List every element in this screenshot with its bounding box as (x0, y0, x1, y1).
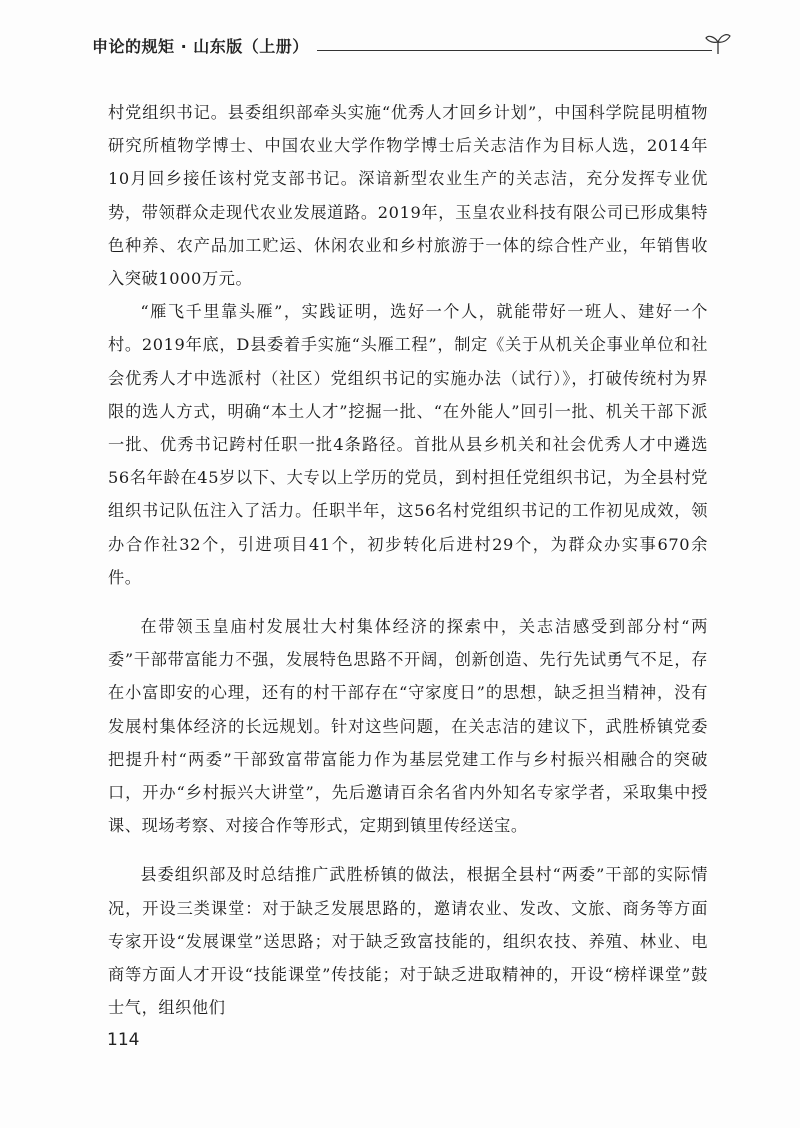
sprout-icon (704, 32, 732, 56)
header-divider (317, 50, 712, 51)
page-number: 114 (107, 1030, 140, 1050)
running-header-title: 申论的规矩 · 山东版（上册） (92, 37, 309, 56)
body-text (108, 96, 708, 1024)
paragraph-1: 村党组织书记。县委组织部牵头实施“优秀人才回乡计划”，中国科学院昆明植物研究所植物学博士、中国农业大学作物学博士后关志洁作为目标人选，2014年10月回乡接任该村党支部书记。深谙新型农业生产的关志洁，充分发挥专业优势，带领群众走现代农业发展道路。2019年，玉皇农业科技有限公司已形成集特色种养、农产品加工贮运、休闲农业和乡村旅游于一体的综合性产业，年销售收入突破1000万元。 (108, 103, 708, 289)
running-header (92, 30, 732, 66)
paragraph-2: “雁飞千里靠头雁”，实践证明，选好一个人，就能带好一班人、建好一个村。2019年底，D县委着手实施“头雁工程”，制定《关于从机关企事业单位和社会优秀人才中选派村（社区）党组织书记的实施办法（试行）》，打破传统村为界限的选人方式，明确“本土人才”挖掘一批、“在外能人”回引一批、机关干部下派一批、优秀书记跨村任职一批4条路径。首批从县乡机关和社会优秀人才中遴选56名年龄在45岁以下、大专以上学历的党员，到村担任党组织书记，为全县村党组织书记队伍注入了活力。任职半年，这56名村党组织书记的工作初见成效，领办合作社32个，引进项目41个，初步转化后进村29个，为群众办实事670余件。 (108, 302, 708, 587)
paragraph-3: 在带领玉皇庙村发展壮大村集体经济的探索中，关志洁感受到部分村“两委”干部带富能力不强，发展特色思路不开阔，创新创造、先行先试勇气不足，存在小富即安的心理，还有的村干部存在“守家度日”的思想，缺乏担当精神，没有发展村集体经济的长远规划。针对这些问题，在关志洁的建议下，武胜桥镇党委把提升村“两委”干部致富带富能力作为基层党建工作与乡村振兴相融合的突破口，开办“乡村振兴大讲堂”，先后邀请百余名省内外知名专家学者，采取集中授课、现场考察、对接合作等形式，定期到镇里传经送宝。 (108, 617, 708, 836)
paragraph-4: 县委组织部及时总结推广武胜桥镇的做法，根据全县村“两委”干部的实际情况，开设三类课堂：对于缺乏发展思路的，邀请农业、发改、文旅、商务等方面专家开设“发展课堂”送思路；对于缺乏致富技能的，组织农技、养殖、林业、电商等方面人才开设“技能课堂”传技能；对于缺乏进取精神的，开设“榜样课堂”鼓士气，组织他们 (108, 865, 708, 1018)
